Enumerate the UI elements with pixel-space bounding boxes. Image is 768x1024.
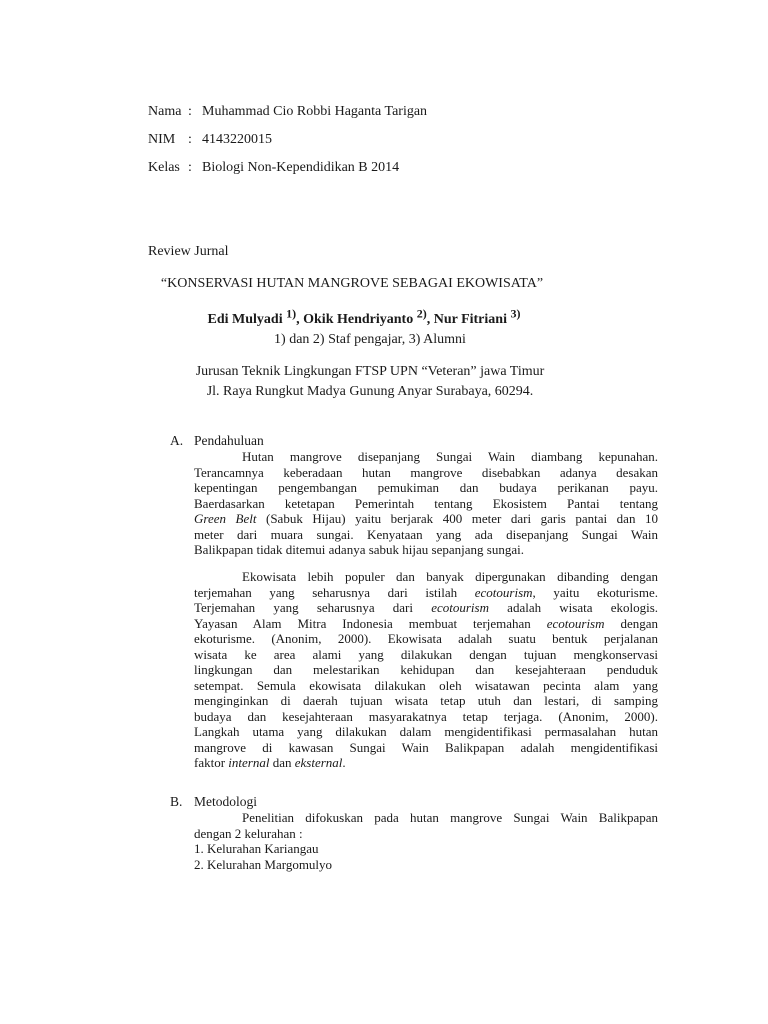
author-3-mark: 3) [510, 306, 521, 321]
list-item: 2. Kelurahan Margomulyo [194, 856, 333, 872]
address: Jl. Raya Rungkut Madya Gunung Anyar Surabaya, 60294. [206, 384, 534, 399]
affiliation-roles: 1) dan 2) Staf pengajar, 3) Alumni [274, 332, 466, 347]
list-item: 1. Kelurahan Kariangau [194, 841, 319, 856]
section-b-heading [170, 794, 257, 810]
author-3: Nur Fitriani [433, 312, 507, 327]
nim-value: 4143220015 [202, 132, 272, 147]
nim-label: NIM [148, 132, 176, 147]
section-a-title: Pendahuluan [194, 433, 264, 448]
student-name-line [148, 104, 427, 120]
nim-separator: : [188, 132, 192, 147]
section-a-letter: A. [170, 433, 184, 448]
class-label: Kelas [148, 160, 180, 175]
name-value: Muhammad Cio Robbi Haganta Tarigan [202, 104, 428, 119]
student-class-line [148, 160, 399, 176]
section-b-title: Metodologi [194, 794, 257, 809]
journal-authors: Edi Mulyadi $^{1)}$, Okik Hendriyanto $^{2)}$, Nur Fitriani $^{3)}$ [207, 306, 521, 327]
class-separator: : [188, 160, 192, 175]
author-2-mark: 2) [416, 306, 427, 321]
author-1: Edi Mulyadi [207, 312, 283, 327]
author-1-mark: 1) [286, 306, 297, 321]
author-2: Okik Hendriyanto [303, 312, 414, 327]
review-label: Review Jurnal [148, 244, 229, 259]
section-b-letter: B. [170, 794, 183, 809]
class-value: Biologi Non-Kependidikan B 2014 [202, 160, 400, 175]
name-separator: : [188, 104, 192, 119]
institution: Jurusan Teknik Lingkungan FTSP UPN “Veteran” jawa Timur [195, 364, 545, 379]
section-b-paragraph-1: Penelitian difokuskan pada hutan mangrove Sungai Wain Balikpapan dengan 2 kelurahan : 1. Kelurahan Kariangau 2. Kelurahan Margomulyo [194, 810, 658, 872]
section-a-paragraph-2: Ekowisata lebih populer dan banyak dipergunakan dibanding dengan terjemahan yang seharusnya dari istilah ecotourism, yaitu ekoturisme. Terjemahan yang seharusnya dari ecotourism adalah wisata ekologis. Yayasan Alam Mitra Indonesia membuat terjemahan ecotourism dengan ekoturisme. (Anonim, 2000). Ekowisata adalah suatu bentuk perjalanan wisata ke area alami yang dilakukan dengan tujuan mengkonservasi lingkungan dan melestarikan kehidupan dan kesejahteraan penduduk setempat. Semula ekowisata dilakukan oleh wisatawan pecinta alam yang menginginkan di daerah tujuan wisata tetap utuh dan lestari, di samping budaya dan kesejahteraan masyarakatnya tetap terjaga. (Anonim, 2000). Langkah utama yang dilakukan dalam mengidentifikasi permasalahan hutan mangrove di kawasan Sungai Wain Balikpapan adalah mengidentifikasi faktor internal dan eksternal. [194, 569, 659, 770]
name-label: Nama [148, 104, 182, 119]
journal-title: “KONSERVASI HUTAN MANGROVE SEBAGAI EKOWISATA” [160, 276, 544, 291]
section-a-paragraph-1: Hutan mangrove disepanjang Sungai Wain diambang kepunahan. Terancamnya keberadaan hutan mangrove disebabkan adanya desakan kepentingan pengembangan pemukiman dan budaya perikanan payu. Baerdasarkan ketetapan Pemerintah tentang Ekosistem Pantai tentang Green Belt (Sabuk Hijau) yaitu berjarak 400 meter dari garis pantai dan 10 meter dari muara sungai. Kenyataan yang ada disepanjang Sungai Wain Balikpapan tidak ditemui adanya sabuk hijau sepanjang sungai. [194, 449, 658, 557]
student-nim-line [148, 132, 272, 148]
section-a-heading [170, 433, 264, 449]
